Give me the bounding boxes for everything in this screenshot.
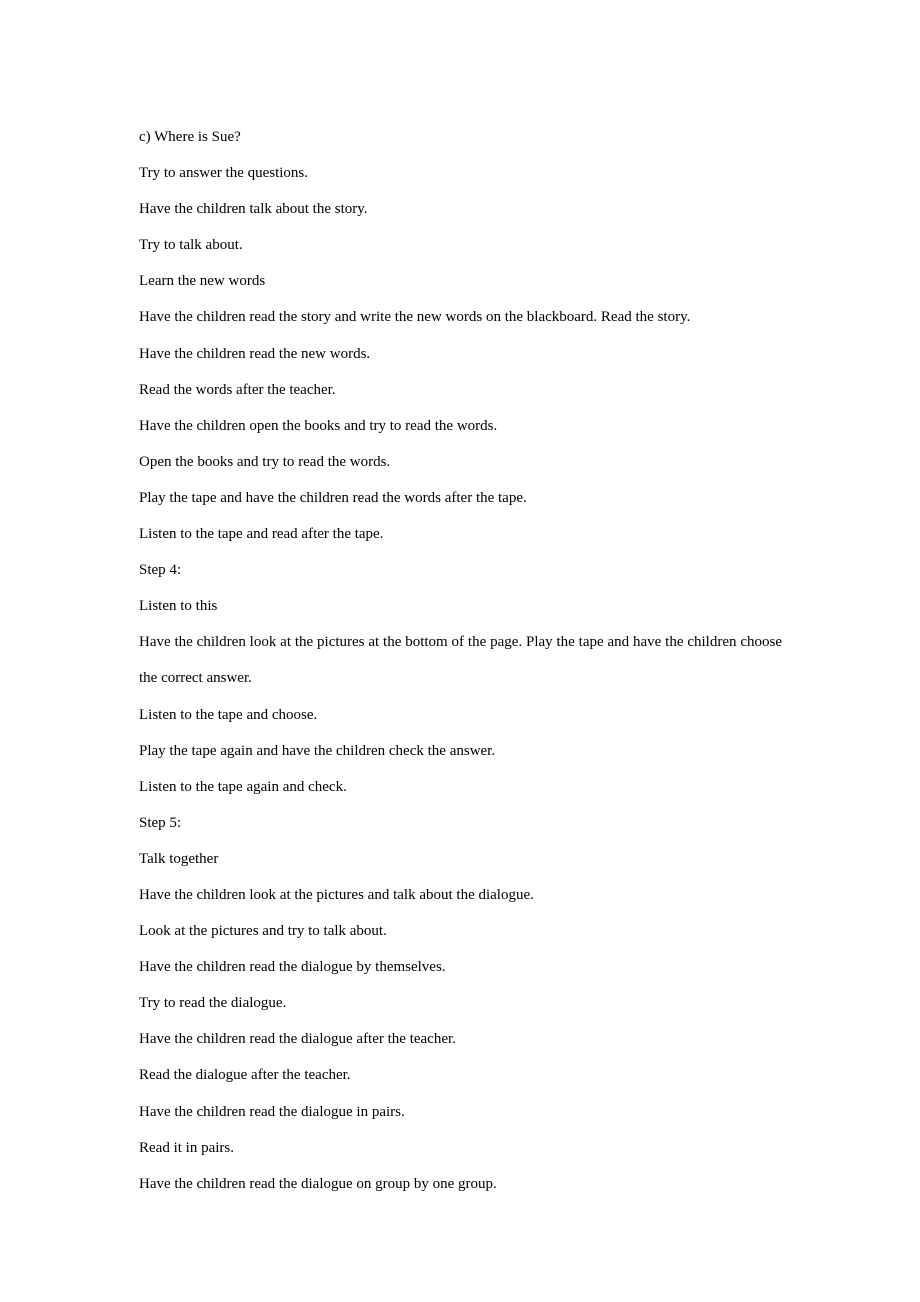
student-activity-line: Try to answer the questions. <box>139 165 309 182</box>
teacher-activity-line: Have the children read the dialogue in pairs. <box>139 1103 405 1120</box>
student-activity-line: Open the books and try to read the words. <box>139 453 391 470</box>
student-activity-line: Listen to the tape and choose. <box>139 706 318 723</box>
question-line: c) Where is Sue? <box>139 129 241 145</box>
teacher-activity-line: Have the children read the story and write the new words on the blackboard. Read the story. <box>139 309 691 326</box>
section-heading: Learn the new words <box>139 273 266 290</box>
teacher-activity-line: Have the children read the new words. <box>139 345 371 362</box>
teacher-activity-paragraph: Have the children look at the pictures at the bottom of the page. Play the tape and have the children choose the correct answer. <box>139 634 782 687</box>
student-activity-line: Listen to the tape again and check. <box>139 778 347 795</box>
student-activity-line: Read the words after the teacher. <box>139 381 336 398</box>
student-activity-line: Try to read the dialogue. <box>139 995 287 1012</box>
step-heading: Step 5: <box>139 814 182 831</box>
student-activity-line: Listen to the tape and read after the tape. <box>139 526 384 543</box>
student-activity-line: Try to talk about. <box>139 237 243 254</box>
teacher-activity-line: Play the tape and have the children read the words after the tape. <box>139 489 527 506</box>
step-heading: Step 4: <box>139 562 182 579</box>
teacher-activity-line: Have the children look at the pictures and talk about the dialogue. <box>139 886 534 903</box>
teacher-activity-line: Have the children read the dialogue after the teacher. <box>139 1031 456 1048</box>
teacher-activity-line: Play the tape again and have the children check the answer. <box>139 742 496 759</box>
section-heading: Listen to this <box>139 598 218 615</box>
teacher-activity-line: Have the children read the dialogue on group by one group. <box>139 1175 497 1192</box>
student-activity-line: Read it in pairs. <box>139 1139 234 1156</box>
section-heading: Talk together <box>139 850 219 867</box>
teacher-activity-line: Have the children read the dialogue by themselves. <box>139 959 446 976</box>
student-activity-line: Read the dialogue after the teacher. <box>139 1067 351 1084</box>
student-activity-line: Look at the pictures and try to talk about. <box>139 923 387 940</box>
teacher-activity-line: Have the children open the books and try to read the words. <box>139 417 498 434</box>
document-body <box>139 119 782 1202</box>
teacher-activity-line: Have the children talk about the story. <box>139 201 368 218</box>
